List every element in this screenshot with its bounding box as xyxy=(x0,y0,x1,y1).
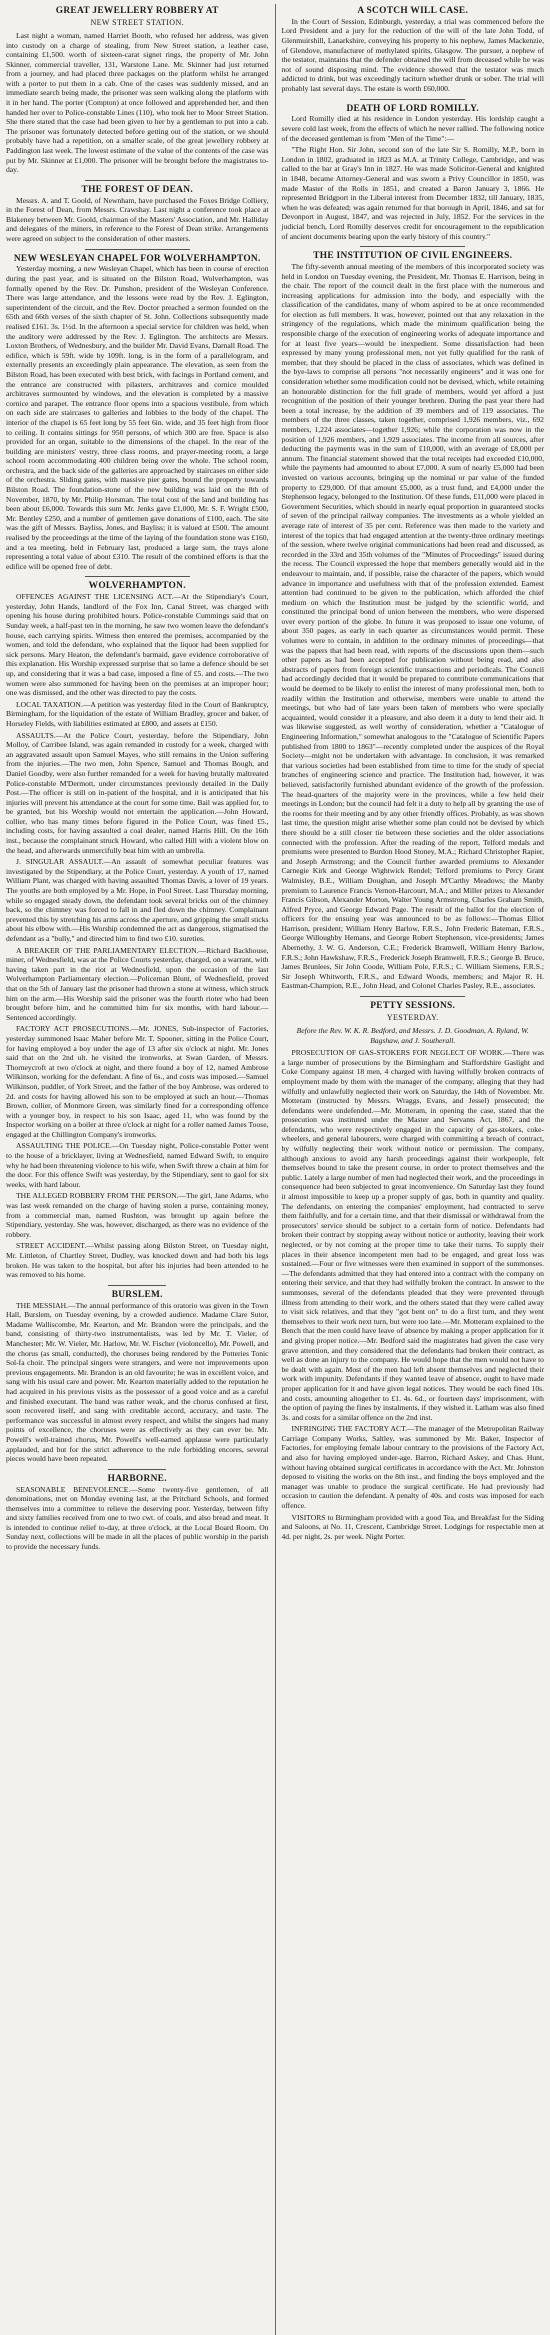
article-paragraph: PROSECUTION OF GAS-STOKERS FOR NEGLECT OF WORK.—There was a large number of prosecutions by the Birmingham and Staffordshire Gaslight and Coke Company against 18 men, 4 charged with having wilfully broken contracts of employment made by them with the manager of the company, alleging that they had wilfully and unlawfully neglected their work on Saturday, the 14th of November. Mr. Motteram (instructed by Messrs. Wraggs, Evans, and Jessel) prosecuted; the defendants were undefended.—Mr. Motteram, in opening the case, stated that the prosecution was instituted under the Master and Servants Act, 1867, and the defendants, who were respectively engaged in the capacity of gas-stokers, coke-wheelers, and general labourers, were charged with committing a breach of contract, by wilfully neglecting their work without notice or permission. The company, although anxious to avoid any harsh proceedings against their workpeople, felt themselves bound to take the present course, in order to protect themselves and the public. Lately a large number of men had neglected their work, and the proceedings in consequence had been subjected to great inconvenience. On Saturday last they found it almost impossible to keep up a proper supply of gas, both in quantity and quality. The defendants, on entering the companies' employment, had contracted to serve them faithfully, and for a certain time, and that their dismissal or withdrawal from the prosecutors' service should be subject to a certain form of notice. Defendants had broken their contract by stopping away without notice or authority, leaving their work neglected, or by not coming at the proper time to take their turns. To supply their places in their absence incompetent men had to be engaged, and great loss was sustained.—Four or five witnesses were then examined in support of the summonses.—The defendants admitted that they had entered into a contract with the company on entering their service, and that they had wilfully broken the contract. In answer to the summonses, several of the defendants pleaded that they were prevented through illness from attending to their work, and the others stated that they were called away to visit sick relatives, and that they "got bent on" to do a first turn, and they went themselves to their work next turn, but were too late.—Mr. Motteram explained to the Bench that the men could have leave of absence by making a proper application for it and giving proper notice.—Mr. Bedford said the magistrates had given the case very grave attention, and they considered that the defendants had broken their contract, as well as done an injury to the company. He would hope that the men would not have to be dealt with again. Most of the men had left absent themselves and neglected their work with impunity. Defendants if they wanted leave of absence, ought to have made proper application for it and have given legal notices. They would be each fined 10s. and costs, amounting altogether to £1. 4s. 6d., or fourteen days' imprisonment, with the option of paying the fines by instalments, if they wished it. Latham was also fined 3s. and costs for a similar offence on the 2nd inst. xyxy=(281,1048,544,1422)
headline-wesleyan-chapel: NEW WESLEYAN CHAPEL FOR WOLVERHAMPTON. xyxy=(13,253,261,264)
left-column xyxy=(6,4,269,2335)
divider xyxy=(360,99,465,100)
headline-burslem: BURSLEM. xyxy=(111,1289,163,1300)
article-paragraph: A BREAKER OF THE PARLIAMENTARY ELECTION.—Richard Backhouse, miner, of Wednesfield, was at the Police Courts yesterday, charged, on a warrant, with having taken part in the riot at Wednesfield, upon the occasion of the last Wolverhampton Parliamentary election.—Policeman Blunt, of Wednesfield, proved that on the 5th of January last the prisoner had thrown a stone at witness, which struck him on the arm.—His Worship said the prisoner was the fourth rioter who had been brought before him, and he committed him for six months, with hard labour.—Sentenced accordingly. xyxy=(6,945,269,1022)
article-paragraph: THE ALLEGED ROBBERY FROM THE PERSON.—The girl, Jane Adams, who was last week remanded on the charge of having stolen a purse, containing money, from a commercial man, named Rushton, was brought up again before the Stipendiary, yesterday. She was, however, discharged, as there was no evidence of the robbery. xyxy=(6,1191,269,1239)
headline-harborne: HARBORNE. xyxy=(107,1473,167,1484)
article-paragraph: Last night a woman, named Harriet Booth, who refused her address, was given into custody on a charge of stealing, from New Street station, a leather case, containing £1,500. worth of sixteen-carat signet rings, the property of Mr. John Skinner, commercial traveller, 131, Warstone Lane. Mr. Skinner had just returned from a journey, and had placed three packages on the platform whilst he arranged with a porter to put them in a cab. One of the cases was suddenly missed, and an immediate search being made, the prisoner was seen walking along the platform with it in her hand. The porter (Compton) at once followed and apprehended her, and then handed her over to Police-constable Lines (110), who took her to Moor Street Station. She there stated that the case had been given to her by a gentleman to put into a cab. The prisoner was fortunately detected before getting out of the station, or we should probably have had a repetition, on a smaller scale, of the great jewellery robbery at Paddington last week. The lowest estimate of the value of the contents of the case was put by Mr. Skinner at £1,000. The prisoner will be brought before the magistrates to-day. xyxy=(6,30,269,175)
article-paragraph: LOCAL TAXATION.—A petition was yesterday filed in the Court of Bankruptcy, Birmingham, for the liquidation of the estate of William Bradley, grocer and baker, of Horseley Fields, with liabilities estimated at £800, and assets at £150. xyxy=(6,699,269,728)
columns xyxy=(6,4,544,2335)
divider xyxy=(85,180,190,181)
headline-petty-sessions: PETTY SESSIONS. xyxy=(370,1001,456,1012)
subhead-new-street: NEW STREET STATION. xyxy=(90,17,185,27)
article-paragraph: The fifty-seventh annual meeting of the members of this incorporated society was held in London on Tuesday evening, the President, Mr. Thomas E. Harrison, being in the chair. The report of the council dealt in the first place with the numerous and increasing applications for admission into the body, and especially with the classification of the candidates, many of whom aspired to be at once recommended for election as full members. It was, however, pointed out that any relaxation in the stringency of the regulations, which made the minimum qualification being the responsible charge of the execution of engineering works of adequate importance and for at least five years—would be inexpedient. Some dissatisfaction had been expressed by many young professional men, not yet fully qualified for the rank of member, that they should be placed in the class of associates, which was defined in the bye-laws to comprise all persons "not necessarily engineers" and it was one for consideration whether some modification could not be devised, which, while retaining an honourable distinction for the full grade of members, would yet afford a just recognition of the position of their younger brethren. During the past year there had been a total increase, by the addition of 39 members and of 119 associates. The members of the three classes, taken together, comprised 1,926 members, viz., 692 members, 1,224 associates—together 1,926; while the corporation was now in the position of 1,926 members, and 1,929 associates. The income from all sources, after deducting the payments was in the sum of £10,000, with an average of £8,000 per annum. The financial statement showed that the total receipts had exceeded £10,000, while the payments had amounted to about £7,000. A sum of nearly £5,000 had been invested on various accounts, bringing up the nominal or par value of the funded property to £29,000. Of that amount £5,000, as a trust fund, and £4,000 under the Stephenson legacy, belonged to the Institution. Of these funds, £11,000 were placed in Government Securities, which should in nearly equal proportion in guaranteed stocks of seven of the principal railway companies. The investments as a whole yielded an average rate of interest of 35 per cent. Reference was then made to the variety and interest of the topics that had engaged attention at the twenty-three ordinary meetings of the session, where twelve original communications had been read and discussed, as recorded in the 33rd and 35th volumes of the "Minutes of Proceedings" issued during the recess. The Council expressed the hope that members generally would aid in the endeavour to maintain, and, if possible, raise the character of the papers, which would advance in importance and usefulness with that of the profession extended. Earnest attention had continued to be given to the publication, which afforded the chief medium on which the Institution must be judged by the scientific world, and constituted the principal bond of union between the members, who were dispersed over every portion of the globe. In future it was proposed to issue one volume, of about 350 pages, as early in each quarter as circumstances would permit. These volumes were to contain, in addition to the ordinary minutes of proceedings—that was the papers that had been read, with reports of the discussions upon them—such other papers as had been accepted for publication without being read, and also abstracts of papers from foreign scientific transactions and periodicals. The Council had accordingly decided that it would be prepared to contribute communications that would be deemed to be likely to enlist the interest of many professional men, both to readily within the Institution and otherwise, members were unable to attend the meetings, but who had of late years been taken of members who were specially acquainted, would consider it a pleasure, and also deem it a duty to lend their aid. It was likewise suggested, as well worthy of consideration, whether a "Catalogue of Engineering Information," somewhat analogous to the "Catalogue of Scientific Papers published from 1800 to 1863"—recently completed under the auspices of the Royal Society—might not be undertaken with advantage. In conclusion, it was remarked that various societies had been established from time to time for the study of special branches of engineering science and practice. The Institution had, however, it was believed, satisfactorily furnished abundant evidence of the growth of the profession. The head-quarters of the majority were in the provinces, while a few held their meetings in London; but the council had felt it a duty to help all by granting the use of the rooms for their meeting and by any other friendly offices. Probably, as was shown last time, the question might arise whether some plan could not be devised by which there should be a still closer tie between these societies and the older associations connected with the profession. After the reading of the report, Telford medals and premiums were presented to Burdon Hood Stoney, M.A.; Richard Christopher Rapier, and Joseph Armstrong; and the Council further awarded premiums to Alexander Carnegie Kirk and George Wightwick Rendel; Telford premiums to Percy Grant Walmisley, B.E., William Doughan, and Joseph M'Carthy Meadows; the Manby premium to Laurence Francis Vernon-Harcourt, M.A.; and Miller prizes to Alexander Francis Gibson, Alexander Morton, Walter Young Armstrong, Charles Graham Smith, Alfred Pryce, and George Edward Page. The result of the ballot for the election of officers for the ensuing year was announced to be as follows:—Thomas Elliot Harrison, president; William Henry Barlow, F.R.S., John Frederic Bateman, F.R.S., George Willoughby Hemans, and George Robert Stephenson, vice-presidents; James Abernethy, J. W. G. Anderson, C.E.; Frederick Bramwell, William Henry Barlow, F.R.S.; John Hawkshaw, F.R.S., Frederick Joseph Bramwell, F.R.S.; George B. Bruce, James Brunlees, Sir John Coode, William Pole, F.R.S.; C. William Siemens, F.R.S.; Sir Joseph Whitworth, F.R.S., and Edward Woods, members; and Major R. H. Eastman-Champion, R.E., John Head, and Colonel Charles Pasley, R.E., associates. xyxy=(281,261,544,991)
article-paragraph: J. SINGULAR ASSAULT.—An assault of somewhat peculiar features was investigated by the Stipendiary, at the Police Court, yesterday. A youth of 17, named William Plant, was charged with having assaulted Thomas Davis, a lover of 19 years. The youths are both employed by a Mr. Hope, in Pool Street. Last Thursday morning, while so engaged steady down, the defendant took several bricks out of the chimney back, so the chimney was forced to fall in and fled down the chimney. Complainant prevented this by stretching his arms across the aperture, and gripping the small sticks about his elbow with.—His Worship condemned the act as dangerous, stigmatised the defendant as a "bully," and directed him to find two £10. sureties. xyxy=(6,857,269,944)
advertisement-paragraph: VISITORS to Birmingham provided with a good Tea, and Breakfast for the Siding and Saloons, at No. 11, Crescent, Cambridge Street. Lodgings for respectable men at 4d. per night, 2s. per week. Night Porter. xyxy=(281,1512,544,1541)
divider xyxy=(108,1469,166,1470)
article-paragraph: Messrs. A. and T. Goold, of Newnham, have purchased the Foxes Bridge Colliery, in the Forest of Dean, from Messrs. Crawshay. Last night a conference took place at Blakeney between Mr. Goold, chairman of the Masters' Association, and Mr. Halliday and delegates of the miners, in reference to the Forest of Dean strike. Arrangements were agreed on subject to the consideration of other masters. xyxy=(6,195,269,244)
divider xyxy=(108,1285,166,1286)
headline-scotch-will-case: A SCOTCH WILL CASE. xyxy=(357,6,469,16)
article-paragraph: In the Court of Session, Edinburgh, yesterday, a trial was commenced before the Lord President and a jury for the reduction of the will of the late John Todd, of Glenmuirshill, Lanarkshire, conveying his property to his nephew, James Mackenzie, of Glendove, manufacturer of methylated spirits, Glasgow. The pursuer, a nephew of the testator, maintains that the defender obtained the will from deceased while he was not of sound disposing mind. The evidence showed that the testator was much addicted to drink, but was exceedingly taciturn whether drunk or sober. The trial will probably last several days. The estate is worth £60,000. xyxy=(281,16,544,93)
right-column xyxy=(281,4,544,2335)
divider xyxy=(85,576,190,577)
column-rule xyxy=(275,4,276,2335)
article-paragraph: "The Right Hon. Sir John, second son of the late Sir S. Romilly, M.P., born in London in 1802, graduated in 1823 as M.A. at Trinity College, Cambridge, and was called to the bar at Gray's Inn in 1827. He was made Solicitor-General and knighted in 1848, became Attorney-General and was sworn a Privy Councillor in 1850, was made Master of the Rolls in 1851, and created a Baron January 3, 1866. He represented Bridgport in the Liberal interest from December 1832, till January, 1835, when he was defeated; was again returned for that borough in April, 1846, and sat for Devonport in August, 1847, and was rejected in July, 1852. For the services in the judicial bench, Lord Romilly deserves credit for encouragement to the republication of ancient documents bearing upon the early history of this country." xyxy=(281,145,544,241)
divider xyxy=(360,996,465,997)
article-paragraph: SEASONABLE BENEVOLENCE.—Some twenty-five gentlemen, of all denominations, met on Monday evening last, at the Pritchard Schools, and formed themselves into a committee to relieve the deserving poor. Yesterday, between fifty and sixty families received from one to two cwt. of coals, and also bread and meat. It is intended to continue relief to-day, at three o'clock, at the Local Board Room. On Sunday next, collections will be made in all the places of public worship in the parish to provide the necessary funds. xyxy=(6,1484,269,1552)
divider xyxy=(360,246,465,247)
article-paragraph: OFFENCES AGAINST THE LICENSING ACT.—At the Stipendiary's Court, yesterday, John Hands, landlord of the Fox Inn, Canal Street, was charged with opening his house during prohibited hours. Police-constable Cummings said that on Sunday week, a half-past ten in the morning, he saw two women leave the defendant's house, each carrying spirits. Witness then entered the premises, accompanied by the women, and told the defendant, who explained that the liquor had been supplied for sick persons. Mary Heaton, the defendant's barmaid, gave evidence corroborative of this explanation. His Worship expressed surprise that so lame a defence should be set up, and considering that it was a bad case, imposed a fine of £5. and costs.—The two women were also summoned for having been on the premises at an improper hour; one was dismissed, and the other was directed to pay the costs. xyxy=(6,592,269,698)
headline-wolverhampton: WOLVERHAMPTON. xyxy=(88,581,186,592)
article-paragraph: INFRINGING THE FACTORY ACT.—The manager of the Metropolitan Railway Carriage Company Works, Saltley, was summoned by Mr. Baker, Inspector of Factories, for employing female labour contrary to the provisions of the Factory Act, and also for having employed under-age. Barron, Richard Askey, and Chas. Hunt, without having obtained surgical certificates in accordance with the Act. Mr. Johnston deposed to visiting the works on the 8th inst., and finding the boys employed and the manager was unable to produce the surgical certificate. He had previously had occasion to caution the defendant. A penalty of 40s. and costs was imposed for each offence. xyxy=(281,1424,544,1511)
divider xyxy=(85,249,190,250)
headline-jewellery-robbery: GREAT JEWELLERY ROBBERY AT xyxy=(55,6,219,16)
headline-lord-romilly: DEATH OF LORD ROMILLY. xyxy=(346,103,479,114)
article-paragraph: FACTORY ACT PROSECUTIONS.—Mr. JONES, Sub-inspector of Factories, yesterday summoned Isaac Maher before Mr. T. Spooner, sitting in the Police Court, for having employed a boy under the age of 13 after six o'clock at night. Mr. Jones said that on the 2nd ult. he visited the ironworks, at Swan Garden, of Messrs. Thorneycroft at two o'clock at night, and there found a boy of 12, named Ambrose Wilkinson, working for the defendant. A fine of 6s., and costs was imposed.—Samuel Wilkinson, puddler, of York Street, and the father of the boy Ambrose, was ordered to 2d. and costs for having allowed his son to be employed at such an hour.—Thomas Brown, collier, of Monmore Green, was similarly fined for a corresponding offence with a younger boy, in respect to his son Isaac, aged 11, who was found by the Inspector working on a boiler at three o'clock at night for a roller named James Toose, engaged at the Chillington Company's ironworks. xyxy=(6,1024,269,1139)
article-paragraph: STREET ACCIDENT.—Whilst passing along Bilston Street, on Tuesday night, Mr. Littleton, of Chartley Street, Dudley, was knocked down and had both his legs broken. He was taken to the hospital, but after his injuries had been attended to he was removed to his home. xyxy=(6,1241,269,1280)
subhead-yesterday: YESTERDAY. xyxy=(386,1012,439,1022)
article-paragraph: Lord Romilly died at his residence in London yesterday. His lordship caught a severe cold last week, from the effects of which he never rallied. The following notice of the deceased gentleman is from "Men of the Time":— xyxy=(281,114,544,143)
headline-civil-engineers: THE INSTITUTION OF CIVIL ENGINEERS. xyxy=(313,251,513,262)
headline-forest-of-dean: THE FOREST OF DEAN. xyxy=(81,184,193,195)
article-paragraph: Yesterday morning, a new Wesleyan Chapel, which has been in course of erection during the past year, and is situated on the Bilston Road, Wolverhampton, was formally opened by the Rev. Dr. Punshon, president of the Wesleyan Conference. There was large attendance, and the lessons were read by the Rev. J. Eglington, superintendent of the circuit, and the Rev. Doctor preached a sermon founded on the 65th and 66th verses of the sixth chapter of St. John. Collections subsequently made realised £161. 3s. 1½d. In the afternoon a special service for children was held, when the auditory were addressed by the Rev. J. Eglington. The architects are Messrs. Loxton Brothers, of Wednesbury, and the builder Mr. David Evans, Darnall Road. The edifice, which is 59ft. wide by 109ft. long, is in the form of a parallelogram, and externally presents an exceedingly plain appearance. The elevation, as seen from the Bilston Road, has been executed with best brick, with facings in Portland cement, and the entrance are constructed with pilasters, architraves and cornice moulded architraves surmounted by windows, and the elevation is completed by a massive cornice and parapet. The entrance floor opens into a spacious vestibule, from which on each side are staircases to galleries and lobbies to the body of the chapel. The interior of the chapel is 65 feet long by 55 feet 6in. wide, and 35 feet high from floor to ceiling. It contains sittings for 950 persons, of which 300 are free. Space is also provided for an organ, suitable to the dimensions of the chapel. In the rear of the building are ministers' vestry, three class rooms, and prayer-meeting room, a large school room accommodating 400 children being over the whole. The school room, orchestra, and the back side of the galleries are approached by staircases on either side of the orchestra. Sliding gates, with massive pier gates, bound the property towards Bilston Road. The foundation-stone of the new building was laid on the 8th of November, 1870, by Mr. Philip Horsman. The total cost of the land and building has been about £6,000. Towards this sum Mr. Jenks gave £1,000, Mr. S. F. Wright £500, Mr. Bentley £250, and a number of gentlemen gave donations of £100, each. The site was the gift of Messrs. Bayliss, Jones, and Bayliss; it is valued at £500. The amount realised by the proceedings at the time of the laying of the foundation stone was £160, and a tea meeting, held in February last, produced a large sum, the trays alone representing a total value of about £310. The result of the combined efforts is that the edifice will be opened free of debt. xyxy=(6,264,269,571)
article-paragraph: ASSAULTING THE POLICE.—On Tuesday night, Police-constable Potter went to the house of a bricklayer, living at Wednesfield, named Edward Swift, to enquire why he had been threatening violence to his wife, when Swift threw a chain at him for the door. For this offence Swift was yesterday, by the Stipendiary, sent to gaol for six weeks, with hard labour. xyxy=(6,1141,269,1189)
article-paragraph: ASSAULTS.—At the Police Court, yesterday, before the Stipendiary, John Molloy, of Carribee Island, was again remanded in custody for a week, charged with an aggravated assault upon Samuel Mayes, who still remains in the Union suffering from the injuries.—The two men, John Spence, Samuel and Thomas Bough, and Daniel Goodby, were also further remanded for a week for having brutally maltreated Police-constable M'Dermott, under circumstances previously detailed in the Daily Post.—The officer is still on in-patient of the hospital, and it is anticipated that his injuries will prevent his attendance at the court for some time. Bail was applied for, to be granted, but his Worship would not entertain the application.—John Howard, collier, who has many times before figured in the Police Court, was fined £5., including costs, for having assaulted a coal dealer, named Harris Hill. On the 16th inst., because the complainant struck Howard, who called Hill with a violent blow on the head, and afterwards unmercifully beat him with an umbrella. xyxy=(6,730,269,855)
bench-line: Before the Rev. W. K. R. Bedford, and Messrs. J. D. Goodman, A. Ryland, W. Bagshaw, and J. Southerall. xyxy=(296,1025,529,1045)
article-paragraph: THE MESSIAH.—The annual performance of this oratorio was given in the Town Hall, Burslem, on Tuesday evening, by a crowded audience. Madame Clare Sutor, Madame Walliscombe, Mr. Kearton, and Mr. Brandon were the principals, and the band, consisting of thirty-two instrumentalists, was led by Mr. T. Vieler, of Manchester; Mr. W. Vieler, Mr. Harlow, Mr. W. Fischer (violoncello), Mr. Powell, and the chorus (as small, conducted), the choruses being rendered by the Potteries Tonic Sol-fa choir. The principal singers were strangers, and were not improvements upon previous engagements. Mr. Brandon is an old favourite; he was in excellent voice, and sang with his usual care and power. Mr. Kearton materially added to the reputation he had acquired in his previous visits as the possessor of a good voice and as a careful and finished executant. The band was rather weak, and the chorus confused at first, soon recovered itself, and sang with creditable accord, accuracy, and taste. The performance was successful in almost every respect, and whilst the singers had many points of excellence, the choruses were as effectively as they can ever be. Mr. Powell's well-trained chorus, Mr. Powell's well-earned applause were particularly applauded, and but for the strict adherence to the rule forbidding encores, several pieces would have been repeated. xyxy=(6,1300,269,1464)
